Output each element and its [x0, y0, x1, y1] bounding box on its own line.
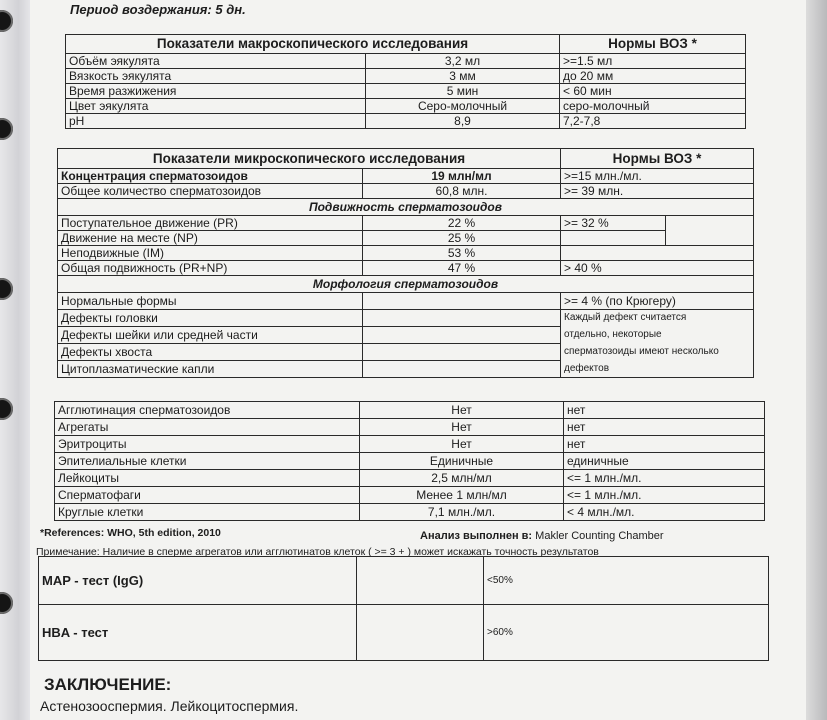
row-norm: единичные — [564, 453, 765, 470]
total-label: Общее количество сперматозоидов — [58, 184, 363, 199]
hba-test-label: HBA - тест — [39, 605, 357, 661]
row-norm: 7,2-7,8 — [560, 114, 746, 129]
row-value: 25 % — [363, 231, 561, 246]
row-norm: серо-молочный — [560, 99, 746, 114]
row-label: Дефекты головки — [58, 310, 363, 327]
table-row — [39, 605, 769, 661]
row-label: Общая подвижность (PR+NP) — [58, 261, 363, 276]
row-label: Эритроциты — [55, 436, 360, 453]
table-row — [58, 293, 754, 310]
tests-table — [38, 556, 769, 661]
row-label: Дефекты шейки или средней части — [58, 327, 363, 344]
abstinence-period: Период воздержания: 5 дн. — [70, 2, 246, 17]
references-note: *References: WHO, 5th edition, 2010 — [40, 527, 221, 539]
hba-test-value — [357, 605, 484, 661]
row-value: 8,9 — [366, 114, 560, 129]
row-norm: нет — [564, 402, 765, 419]
table-row — [55, 487, 765, 504]
table-row — [58, 361, 754, 378]
row-norm — [561, 246, 754, 261]
row-value: 3,2 мл — [366, 54, 560, 69]
total-norm: >= 39 млн. — [561, 184, 754, 199]
row-value: Серо-молочный — [366, 99, 560, 114]
row-norm: >= 32 % — [561, 216, 666, 231]
row-norm: <= 1 млн./мл. — [564, 470, 765, 487]
analysis-label: Анализ выполнен в: — [420, 530, 533, 542]
table-row — [66, 84, 746, 99]
row-label: Движение на месте (NP) — [58, 231, 363, 246]
row-norm: < 60 мин — [560, 84, 746, 99]
row-value: 22 % — [363, 216, 561, 231]
row-value: Нет — [360, 402, 564, 419]
morphology-section-title: Морфология сперматозоидов — [58, 276, 754, 293]
table-row — [58, 327, 754, 344]
row-value — [363, 310, 561, 327]
defect-note: Каждый дефект считается — [561, 310, 754, 327]
motility-section-title: Подвижность сперматозоидов — [58, 199, 754, 216]
table-row — [39, 557, 769, 605]
row-norm: до 20 мм — [560, 69, 746, 84]
row-norm — [561, 231, 666, 246]
row-value: 53 % — [363, 246, 561, 261]
row-value — [363, 293, 561, 310]
defect-note: сперматозоиды имеют несколько — [561, 344, 754, 361]
table-row — [55, 504, 765, 521]
row-label: Нормальные формы — [58, 293, 363, 310]
row-label: pH — [66, 114, 366, 129]
total-value: 60,8 млн. — [363, 184, 561, 199]
row-norm: >= 4 % (по Крюгеру) — [561, 293, 754, 310]
row-value: 7,1 млн./мл. — [360, 504, 564, 521]
row-label: Цвет эякулята — [66, 99, 366, 114]
table-row — [66, 114, 746, 129]
row-norm: нет — [564, 436, 765, 453]
row-norm: <= 1 млн./мл. — [564, 487, 765, 504]
table-row — [55, 470, 765, 487]
row-value: Нет — [360, 419, 564, 436]
row-label: Лейкоциты — [55, 470, 360, 487]
row-norm: > 40 % — [561, 261, 754, 276]
hba-test-norm: >60% — [484, 605, 769, 661]
row-label: Время разжижения — [66, 84, 366, 99]
row-value — [363, 344, 561, 361]
table-row — [55, 436, 765, 453]
table-row — [55, 402, 765, 419]
row-label: Цитоплазматические капли — [58, 361, 363, 378]
table-row — [58, 261, 754, 276]
page-edge — [806, 0, 827, 720]
defect-note: дефектов — [561, 361, 754, 378]
row-label: Сперматофаги — [55, 487, 360, 504]
concentration-value: 19 млн/мл — [363, 169, 561, 184]
micro-norm-header: Нормы ВОЗ * — [561, 149, 754, 169]
row-value — [363, 327, 561, 344]
table-row — [58, 310, 754, 327]
analysis-value: Makler Counting Chamber — [535, 530, 664, 542]
row-label: Вязкость эякулята — [66, 69, 366, 84]
row-norm: < 4 млн./мл. — [564, 504, 765, 521]
row-label: Неподвижные (IM) — [58, 246, 363, 261]
row-label: Объём эякулята — [66, 54, 366, 69]
row-label: Эпителиальные клетки — [55, 453, 360, 470]
conclusion-text: Астенозооспермия. Лейкоцитоспермия. — [40, 698, 299, 714]
row-value: 5 мин — [366, 84, 560, 99]
macro-norm-header: Нормы ВОЗ * — [560, 35, 746, 54]
defect-note: отдельно, некоторые — [561, 327, 754, 344]
concentration-norm: >=15 млн./мл. — [561, 169, 754, 184]
analysis-info — [420, 530, 664, 542]
row-value — [363, 361, 561, 378]
row-label: Круглые клетки — [55, 504, 360, 521]
table-row — [58, 184, 754, 199]
row-value: Единичные — [360, 453, 564, 470]
table-row — [55, 453, 765, 470]
row-norm: нет — [564, 419, 765, 436]
table-row — [66, 99, 746, 114]
table-row — [58, 169, 754, 184]
remark-note: Примечание: Наличие в сперме агрегатов или агглютинатов клеток ( >= 3 + ) может искажать точность результатов — [36, 546, 599, 558]
row-label: Поступательное движение (PR) — [58, 216, 363, 231]
row-value: 47 % — [363, 261, 561, 276]
micro-header: Показатели микроскопического исследования — [58, 149, 561, 169]
other-table — [54, 401, 765, 521]
row-value: Нет — [360, 436, 564, 453]
table-row — [55, 419, 765, 436]
conclusion-title: ЗАКЛЮЧЕНИЕ: — [44, 675, 172, 694]
macro-header: Показатели макроскопического исследования — [66, 35, 560, 54]
concentration-label: Концентрация сперматозоидов — [58, 169, 363, 184]
row-label: Агрегаты — [55, 419, 360, 436]
row-value: 3 мм — [366, 69, 560, 84]
row-value: Менее 1 млн/мл — [360, 487, 564, 504]
mar-test-value — [357, 557, 484, 605]
mar-test-label: MAP - тест (IgG) — [39, 557, 357, 605]
row-label: Агглютинация сперматозоидов — [55, 402, 360, 419]
table-row — [66, 54, 746, 69]
row-value: 2,5 млн/мл — [360, 470, 564, 487]
row-label: Дефекты хвоста — [58, 344, 363, 361]
mar-test-norm: <50% — [484, 557, 769, 605]
table-row — [66, 69, 746, 84]
table-row — [58, 231, 754, 246]
micro-table — [57, 148, 754, 378]
table-row — [58, 216, 754, 231]
row-norm: >=1.5 мл — [560, 54, 746, 69]
empty-cell — [666, 216, 754, 246]
table-row — [58, 246, 754, 261]
macro-table — [65, 34, 746, 129]
table-row — [58, 344, 754, 361]
